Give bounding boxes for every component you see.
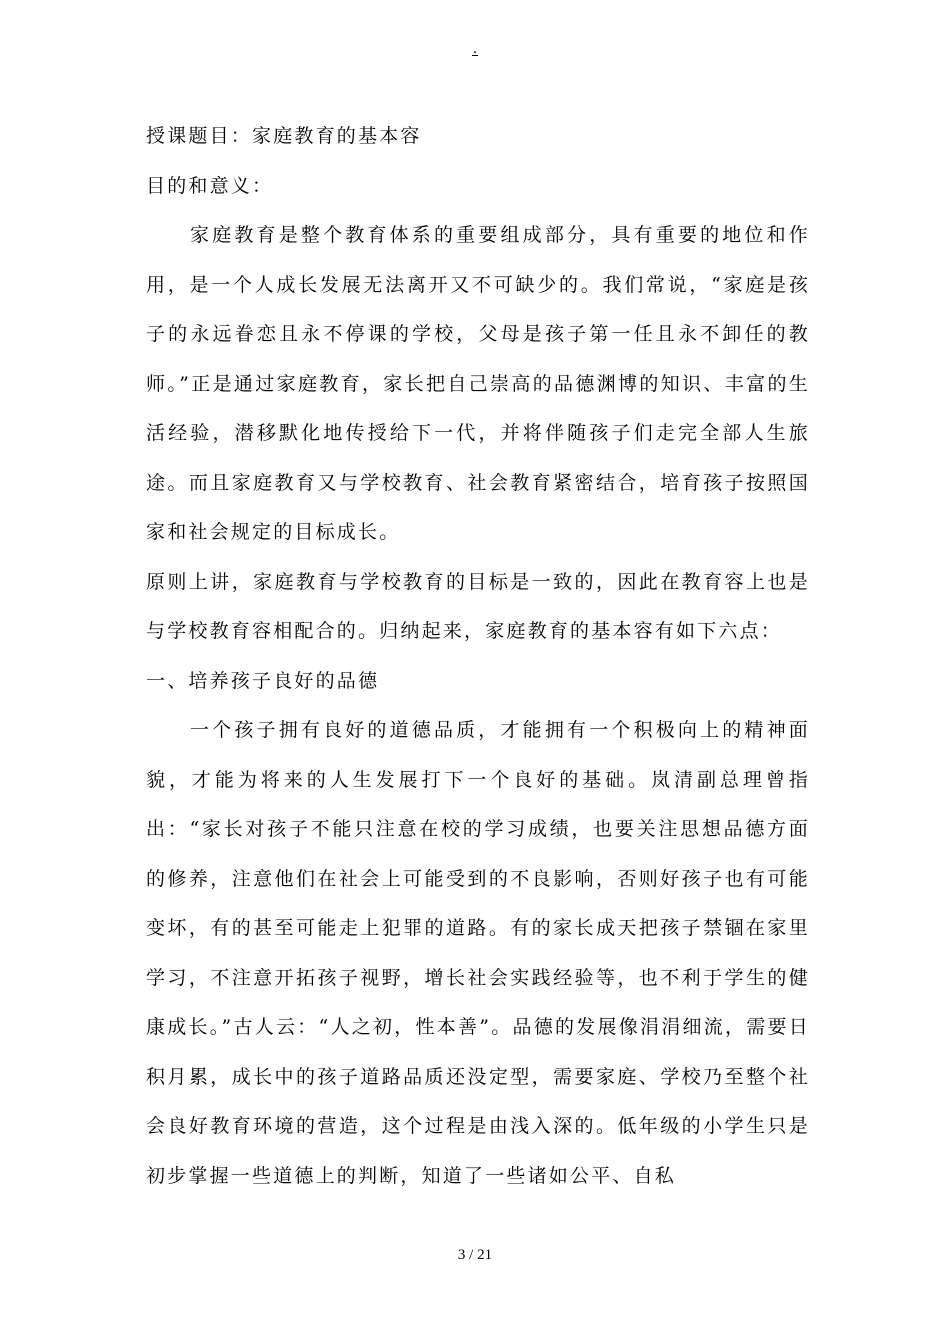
header-mark [0,40,950,58]
page-number: 3 / 21 [457,1247,493,1263]
document-body [146,112,810,1201]
paragraph-moral: 一个孩子拥有良好的道德品质，才能拥有一个积极向上的精神面貌，才能为将来的人生发展打下一个良好的基础。岚清副总理曾指出：“家长对孩子不能只注意在校的学习成绩，也要关注思想品德方面的修养，注意他们在社会上可能受到的不良影响，否则好孩子也有可能变坏，有的甚至可能走上犯罪的道路。有的家长成天把孩子禁锢在家里学习，不注意开拓孩子视野，增长社会实践经验等，也不利于学生的健康成长。”古人云：“人之初，性本善”。品德的发展像涓涓细流，需要日积月累，成长中的孩子道路品质还没定型，需要家庭、学校乃至整个社会良好教育环境的营造，这个过程是由浅入深的。低年级的小学生只是初步掌握一些道德上的判断，知道了一些诸如公平、自私 [146,719,810,1187]
header-dot: . [472,41,478,57]
section-heading-1: 一、培养孩子良好的品德 [146,669,380,692]
paragraph-principle: 原则上讲，家庭教育与学校教育的目标是一致的，因此在教育容上也是与学校教育容相配合的。归纳起来，家庭教育的基本容有如下六点： [146,570,810,642]
lesson-title: 授课题目：家庭教育的基本容 [146,125,422,147]
purpose-heading: 目的和意义： [146,174,274,197]
paragraph-intro: 家庭教育是整个教育体系的重要组成部分，具有重要的地位和作用，是一个人成长发展无法离开又不可缺少的。我们常说，“家庭是孩子的永远眷恋且永不停课的学校，父母是孩子第一任且永不卸任的教师。”正是通过家庭教育，家长把自己崇高的品德渊博的知识、丰富的生活经验，潜移默化地传授给下一代，并将伴随孩子们走完全部人生旅途。而且家庭教育又与学校教育、社会教育紧密结合，培育孩子按照国家和社会规定的目标成长。 [146,224,810,543]
